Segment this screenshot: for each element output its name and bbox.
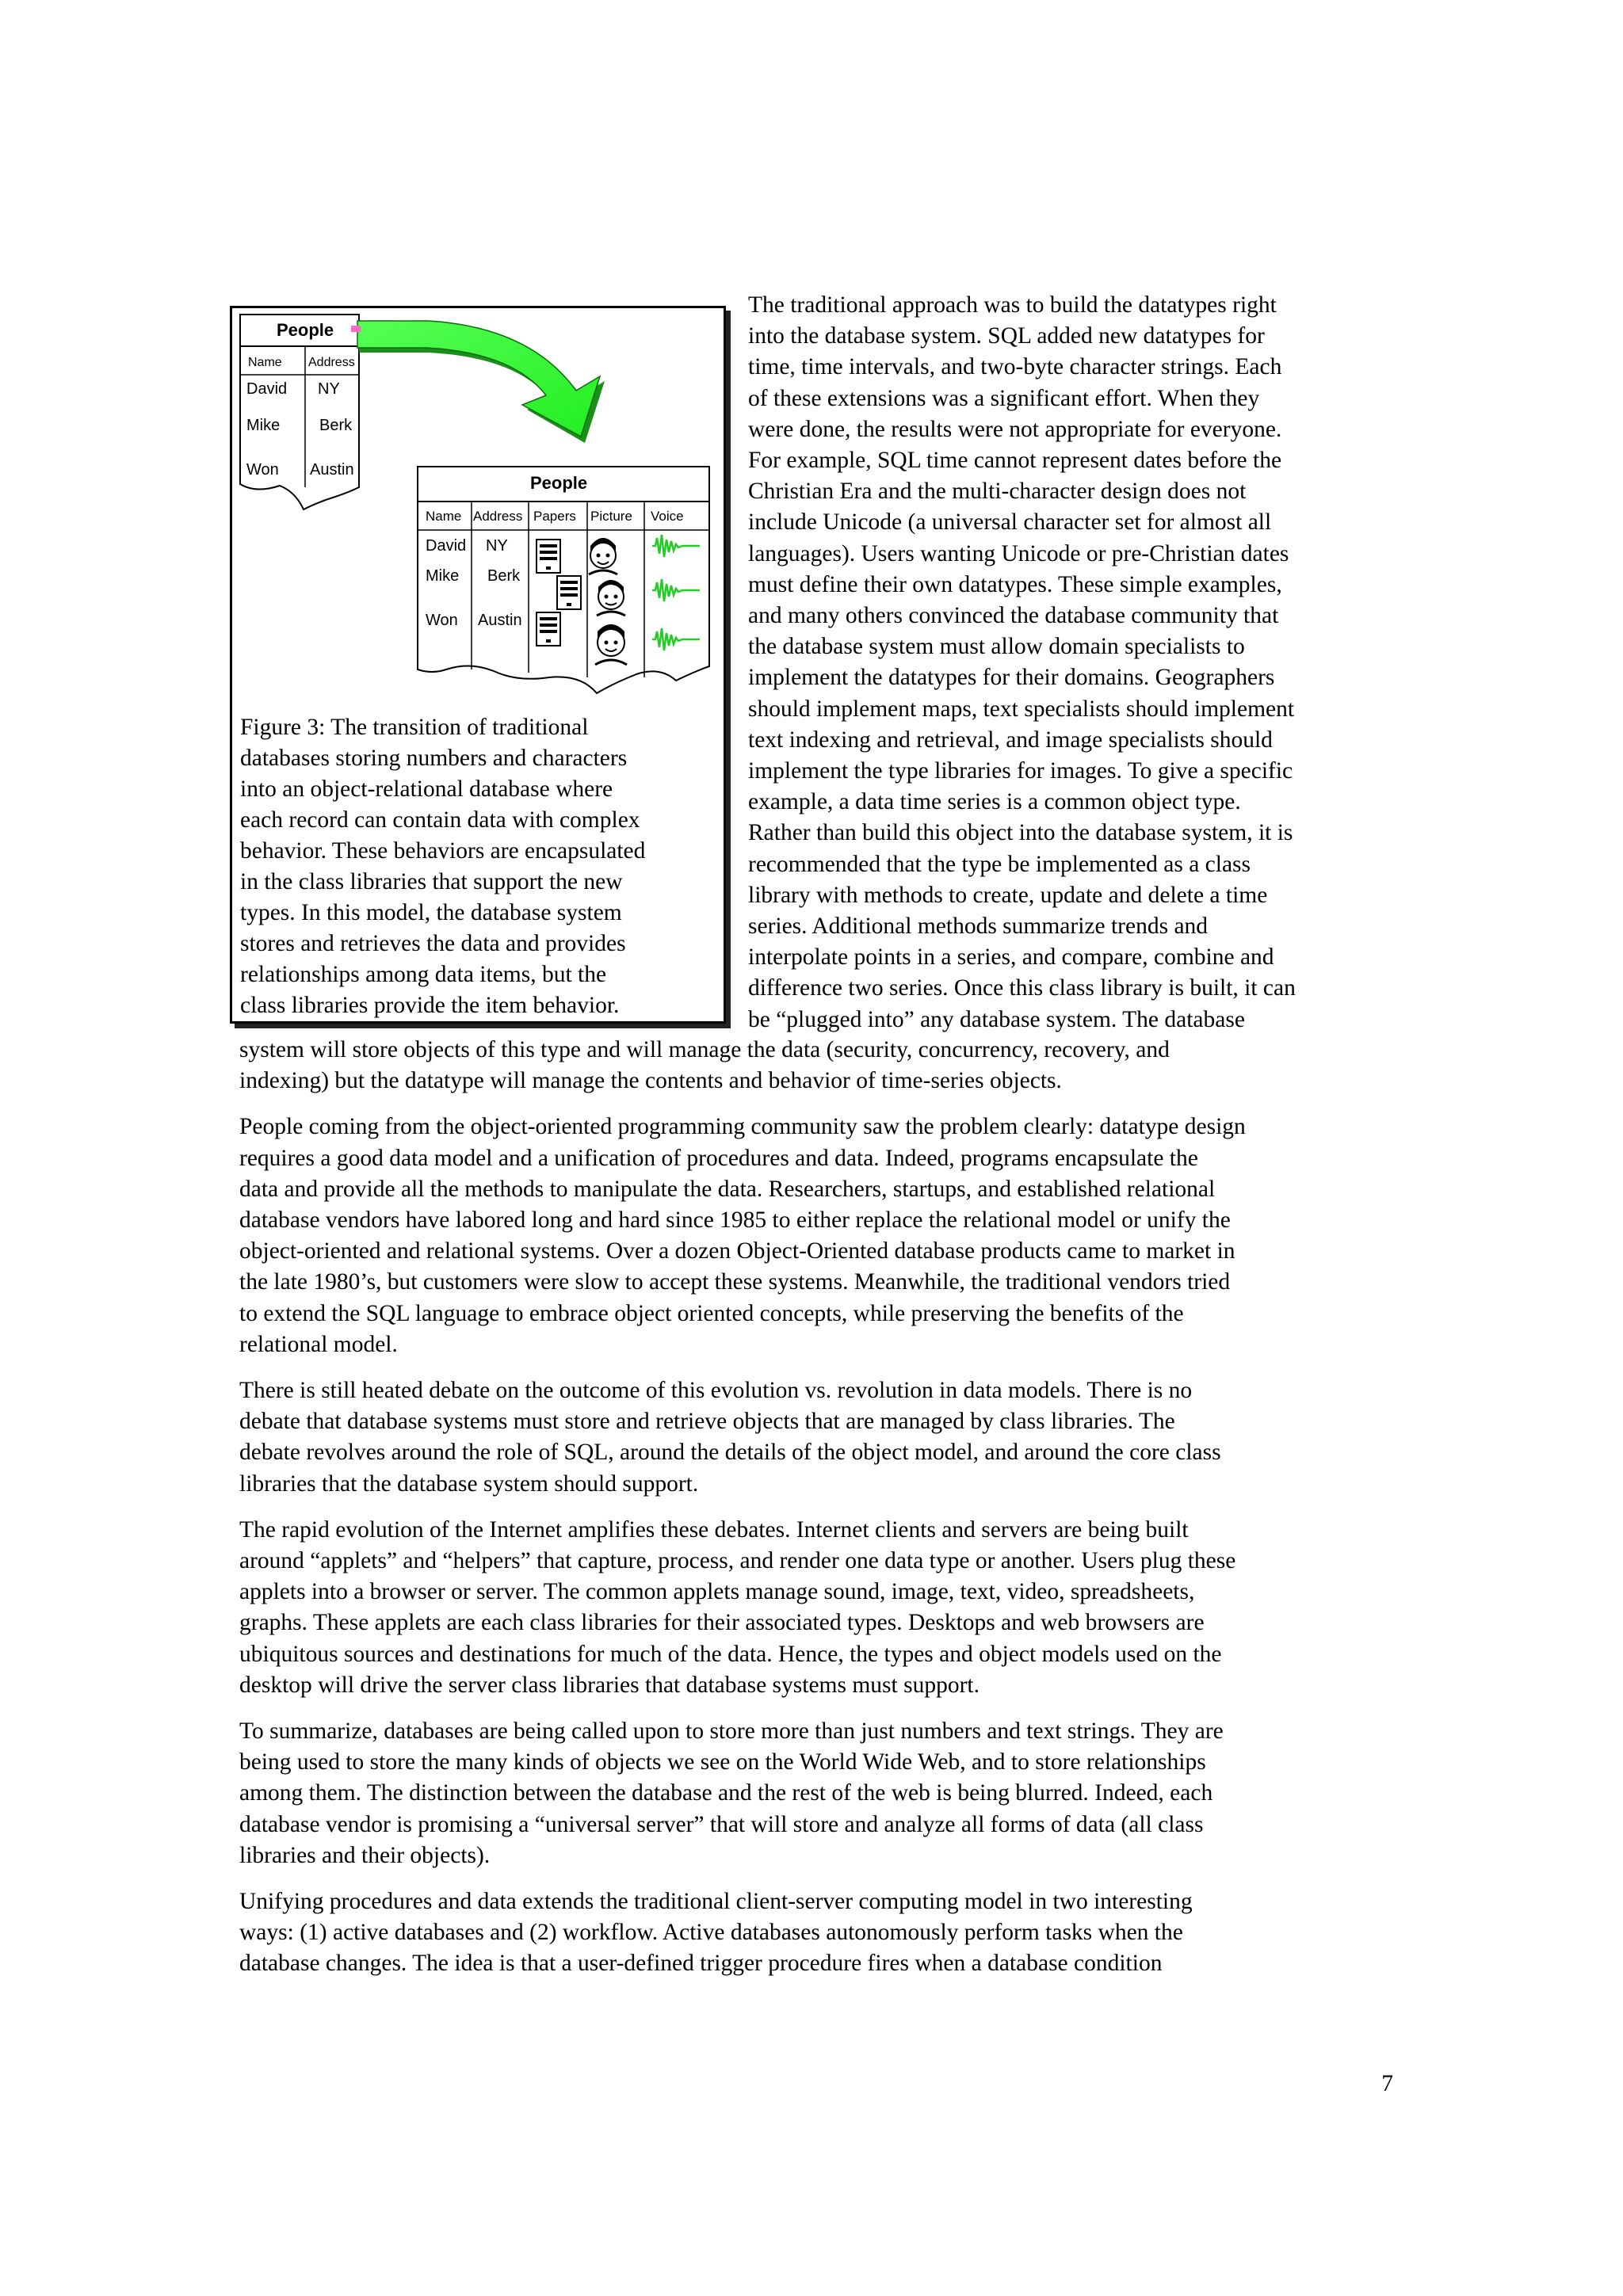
text-line: There is still heated debate on the outcome of this evolution vs. revolution in data models. There is no — [239, 1378, 1193, 1404]
text-line: to extend the SQL language to embrace object oriented concepts, while preserving the benefits of the — [239, 1300, 1184, 1326]
text-line: should implement maps, text specialists should implement — [748, 696, 1295, 722]
new-people-table — [418, 467, 709, 693]
text-line: were done, the results were not appropriate for everyone. — [748, 416, 1282, 442]
text-line: The rapid evolution of the Internet amplifies these debates. Internet clients and servers are being built — [239, 1516, 1189, 1543]
caption-line: into an object-relational database where — [240, 776, 613, 802]
text-line: into the database system. SQL added new datatypes for — [748, 323, 1265, 349]
text-line: interpolate points in a series, and compare, combine and — [748, 944, 1274, 971]
paragraph — [239, 1112, 1396, 1360]
text-line: debate that database systems must store and retrieve objects that are managed by class libraries. The — [239, 1409, 1175, 1435]
text-line: around “applets” and “helpers” that capture, process, and render one data type or another. Users plug these — [239, 1548, 1236, 1574]
text-line: library with methods to create, update and delete a time — [748, 882, 1268, 908]
figure-3 — [230, 306, 726, 1024]
text-line: To summarize, databases are being called upon to store more than just numbers and text strings. They are — [239, 1718, 1224, 1745]
text-line: database vendors have labored long and hard since 1985 to either replace the relational model or unify the — [239, 1207, 1231, 1234]
caption-line: relationships among data items, but the — [240, 962, 607, 987]
new-cell-addr-0: NY — [486, 537, 508, 555]
new-cell-name-1: Mike — [426, 567, 460, 585]
text-line: desktop will drive the server class libraries that database systems must support. — [239, 1672, 980, 1698]
text-line: applets into a browser or server. The common applets manage sound, image, text, video, spreadsheets, — [239, 1579, 1195, 1605]
new-header-voice: Voice — [651, 509, 684, 524]
new-header-address: Address — [473, 509, 523, 524]
text-line: The traditional approach was to build the datatypes right — [748, 292, 1277, 318]
paragraph — [239, 1716, 1396, 1871]
text-line: debate revolves around the role of SQL, around the details of the object model, and around the core class — [239, 1440, 1221, 1466]
text-line: being used to store the many kinds of objects we see on the World Wide Web, and to store relationships — [239, 1749, 1206, 1775]
text-line: libraries and their objects). — [239, 1842, 491, 1868]
old-cell-addr-0: NY — [318, 380, 340, 398]
text-line: data and provide all the methods to manipulate the data. Researchers, startups, and established relational — [239, 1176, 1216, 1202]
text-line: be “plugged into” any database system. The database — [748, 1006, 1245, 1032]
old-cell-name-1: Mike — [246, 417, 281, 434]
paragraph — [239, 1886, 1396, 1980]
new-cell-addr-2: Austin — [478, 612, 522, 629]
text-line: libraries that the database system should support. — [239, 1470, 699, 1497]
text-line: database changes. The idea is that a user-defined trigger procedure fires when a database condition — [239, 1951, 1163, 1977]
figure-caption — [240, 712, 720, 1021]
caption-line: in the class libraries that support the new — [240, 869, 623, 894]
caption-line: databases storing numbers and characters — [240, 746, 628, 771]
text-line: Rather than build this object into the database system, it is — [748, 820, 1293, 846]
old-cell-name-2: Won — [246, 461, 279, 479]
text-line: text indexing and retrieval, and image specialists should — [748, 727, 1273, 753]
new-cell-name-0: David — [426, 537, 467, 555]
text-line: system will store objects of this type and will manage the data (security, concurrency, recovery, and — [239, 1037, 1170, 1062]
new-header-name: Name — [426, 509, 462, 524]
new-header-papers: Papers — [533, 509, 576, 524]
text-line: the database system must allow domain specialists to — [748, 634, 1245, 660]
caption-line: each record can contain data with complex — [240, 807, 640, 833]
figure-diagram — [232, 308, 724, 704]
caption-line: class libraries provide the item behavior. — [240, 993, 620, 1018]
paper-document-icon — [537, 612, 560, 646]
text-line: the late 1980’s, but customers were slow to accept these systems. Meanwhile, the traditional vendors tried — [239, 1269, 1231, 1295]
old-table-outline — [240, 315, 359, 509]
new-cell-name-2: Won — [426, 612, 458, 629]
caption-line: behavior. These behaviors are encapsulated — [240, 838, 646, 864]
text-line: Unifying procedures and data extends the traditional client-server computing model in two interesting — [239, 1889, 1193, 1915]
text-line: and many others convinced the database community that — [748, 603, 1279, 629]
old-people-table — [240, 315, 359, 509]
old-cell-addr-1: Berk — [319, 417, 353, 434]
text-line: graphs. These applets are each class libraries for their associated types. Desktops and web browsers are — [239, 1610, 1205, 1636]
transition-arrow-icon — [351, 321, 605, 443]
text-line: requires a good data model and a unification of procedures and data. Indeed, programs encapsulate the — [239, 1145, 1198, 1171]
text-line: implement the datatypes for their domains. Geographers — [748, 665, 1275, 691]
text-line: include Unicode (a universal character set for almost all — [748, 509, 1272, 536]
text-line: example, a data time series is a common object type. — [748, 789, 1241, 815]
text-line: recommended that the type be implemented as a class — [748, 851, 1251, 877]
paper-document-icon — [537, 540, 560, 573]
paragraph — [239, 1375, 1396, 1500]
text-line: relational model. — [239, 1331, 398, 1357]
page-number: 7 — [1381, 2071, 1393, 2096]
text-line: of these extensions was a significant effort. When they — [748, 385, 1260, 411]
text-line: series. Additional methods summarize trends and — [748, 913, 1209, 940]
text-line: languages). Users wanting Unicode or pre-Christian dates — [748, 540, 1289, 566]
text-line: indexing) but the datatype will manage the contents and behavior of time-series objects. — [239, 1068, 1062, 1094]
new-table-title: People — [530, 473, 588, 493]
caption-line: Figure 3: The transition of traditional — [240, 715, 589, 740]
text-line: Christian Era and the multi-character design does not — [748, 479, 1247, 505]
new-header-picture: Picture — [590, 509, 632, 524]
text-line: database vendor is promising a “universal server” that will store and analyze all forms of data (all class — [239, 1811, 1204, 1837]
text-line: ubiquitous sources and destinations for much of the data. Hence, the types and object models used on the — [239, 1641, 1222, 1667]
old-cell-name-0: David — [246, 380, 288, 398]
text-line: must define their own datatypes. These simple examples, — [748, 571, 1282, 597]
old-header-address: Address — [308, 356, 355, 369]
text-line: time, time intervals, and two-byte character strings. Each — [748, 354, 1282, 380]
caption-line: types. In this model, the database system — [240, 900, 622, 925]
text-line: among them. The distinction between the database and the rest of the web is being blurred. Indeed, each — [239, 1780, 1213, 1806]
caption-line: stores and retrieves the data and provides — [240, 931, 626, 956]
text-line: implement the type libraries for images. To give a specific — [748, 758, 1293, 784]
paper-document-icon — [557, 576, 581, 609]
new-cell-addr-1: Berk — [487, 567, 521, 585]
paragraph — [239, 1035, 1396, 1097]
text-line: difference two series. Once this class library is built, it can — [748, 975, 1296, 1001]
text-line: For example, SQL time cannot represent dates before the — [748, 448, 1282, 474]
right-column-text — [748, 290, 1398, 1035]
old-table-title: People — [277, 320, 334, 340]
text-line: ways: (1) active databases and (2) workflow. Active databases autonomously perform tasks when the — [239, 1920, 1183, 1946]
old-cell-addr-2: Austin — [310, 461, 354, 479]
old-header-name: Name — [248, 356, 282, 369]
text-line: object-oriented and relational systems. Over a dozen Object-Oriented database products came to market in — [239, 1238, 1235, 1264]
text-line: People coming from the object-oriented programming community saw the problem clearly: datatype design — [239, 1114, 1246, 1140]
paragraph — [239, 1515, 1396, 1701]
body-text — [239, 1035, 1396, 1995]
